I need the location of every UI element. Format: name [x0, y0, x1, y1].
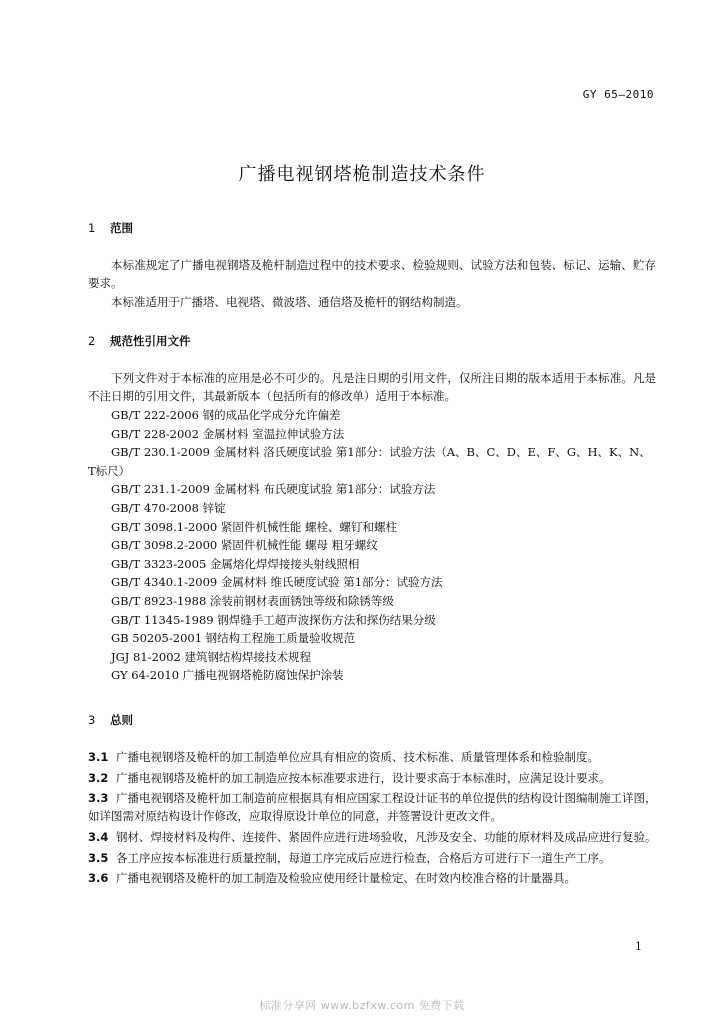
reference-item: GB/T 222-2006 钢的成品化学成分允许偏差 [111, 408, 341, 422]
reference-item: GB/T 470-2008 锌锭 [111, 500, 226, 515]
reference-item: GB/T 3098.2-2000 紧固件机械性能 螺母 粗牙螺纹 [111, 538, 378, 553]
clause-number: 3.4 [88, 829, 109, 844]
reference-item: GB/T 11345-1989 钢焊缝手工超声波探伤方法和探伤结果分级 [111, 612, 436, 627]
general-clauses [88, 748, 658, 890]
clause-text: 广播电视钢塔及桅杆的加工制造应按本标准要求进行，设计要求高于本标准时，应满足设计要求。 [116, 770, 611, 785]
references-intro: 下列文件对于本标准的应用是必不可少的。凡是注日期的引用文件，仅所注日期的版本适用于本标准。凡是不注日期的引用文件，其最新版本（包括所有的修改单）适用于本标准。 [88, 371, 656, 403]
clause-text: 广播电视钢塔及桅杆加工制造前应根据具有相应国家工程设计证书的单位提供的结构设计图编制施工详图，如详图需对原结构设计作修改，应取得原设计单位的同意，并签署设计更改文件。 [88, 791, 657, 824]
reference-item: GB/T 3323-2005 金属熔化焊焊接接头射线照相 [111, 556, 360, 571]
reference-item: GB/T 3098.1-2000 紧固件机械性能 螺栓、螺钉和螺柱 [111, 519, 398, 534]
clause [88, 789, 658, 825]
reference-list [88, 406, 656, 685]
clause-text: 广播电视钢塔及桅杆的加工制造单位应具有相应的资质、技术标准、质量管理体系和检验制度。 [116, 750, 599, 764]
clause-number: 3.6 [88, 871, 109, 886]
reference-item: GB/T 8923-1988 涂装前钢材表面锈蚀等级和除锈等级 [111, 593, 394, 608]
clause [88, 748, 658, 766]
scope-paragraph-1: 本标准规定了广播电视钢塔及桅杆制造过程中的技术要求、检验规则、试验方法和包装、标记、运输、贮存要求。 [88, 258, 656, 290]
clause-number: 3.5 [88, 850, 109, 865]
section-title: 总则 [110, 713, 134, 727]
section-2-heading [88, 333, 191, 349]
page-number: 1 [635, 940, 642, 953]
standard-code: GY 65—2010 [582, 88, 654, 101]
clause-text: 各工序应按本标准进行质量控制，每道工序完成后应进行检查，合格后方可进行下一道生产工序。 [116, 850, 611, 865]
section-number: 2 [88, 334, 96, 348]
clause-number: 3.3 [88, 791, 109, 806]
scope-paragraph-2: 本标准适用于广播塔、电视塔、微波塔、通信塔及桅杆的钢结构制造。 [111, 295, 468, 309]
section-number: 3 [88, 713, 96, 727]
reference-item: GB/T 4340.1-2009 金属材料 维氏硬度试验 第1部分：试验方法 [111, 575, 443, 590]
clause [88, 849, 658, 867]
clause-text: 广播电视钢塔及桅杆的加工制造及检验应使用经计量检定、在时效内校准合格的计量器具。 [116, 871, 576, 886]
clause [88, 769, 658, 787]
section-title: 规范性引用文件 [110, 334, 191, 348]
reference-item: GB 50205-2001 钢结构工程施工质量验收规范 [111, 631, 356, 646]
clause-text: 钢材、焊接材料及构件、连接件、紧固件应进行进场验收，凡涉及安全、功能的原材料及成品应进行复验。 [116, 829, 657, 844]
reference-item: GB/T 230.1-2009 金属材料 洛氏硬度试验 第1部分：试验方法（A、B、C、D、E、F、G、H、K、N、T标尺） [88, 445, 651, 478]
reference-item: GB/T 228-2002 金属材料 室温拉伸试验方法 [111, 426, 345, 441]
reference-item: JGJ 81-2002 建筑钢结构焊接技术规程 [111, 649, 312, 664]
section-number: 1 [88, 221, 96, 235]
section-title: 范围 [110, 221, 134, 235]
document-title: 广播电视钢塔桅制造技术条件 [238, 164, 486, 185]
watermark: 标准分享网 www.bzfxw.com 免费下载 [259, 999, 465, 1012]
clause [88, 828, 658, 846]
section-3-heading [88, 712, 133, 728]
clause-number: 3.2 [88, 770, 109, 785]
section-1-heading [88, 220, 133, 236]
reference-item: GB/T 231.1-2009 金属材料 布氏硬度试验 第1部分：试验方法 [111, 482, 436, 497]
reference-item: GY 64-2010 广播电视钢塔桅防腐蚀保护涂装 [111, 668, 344, 683]
clause-number: 3.1 [88, 750, 109, 764]
clause [88, 869, 658, 887]
